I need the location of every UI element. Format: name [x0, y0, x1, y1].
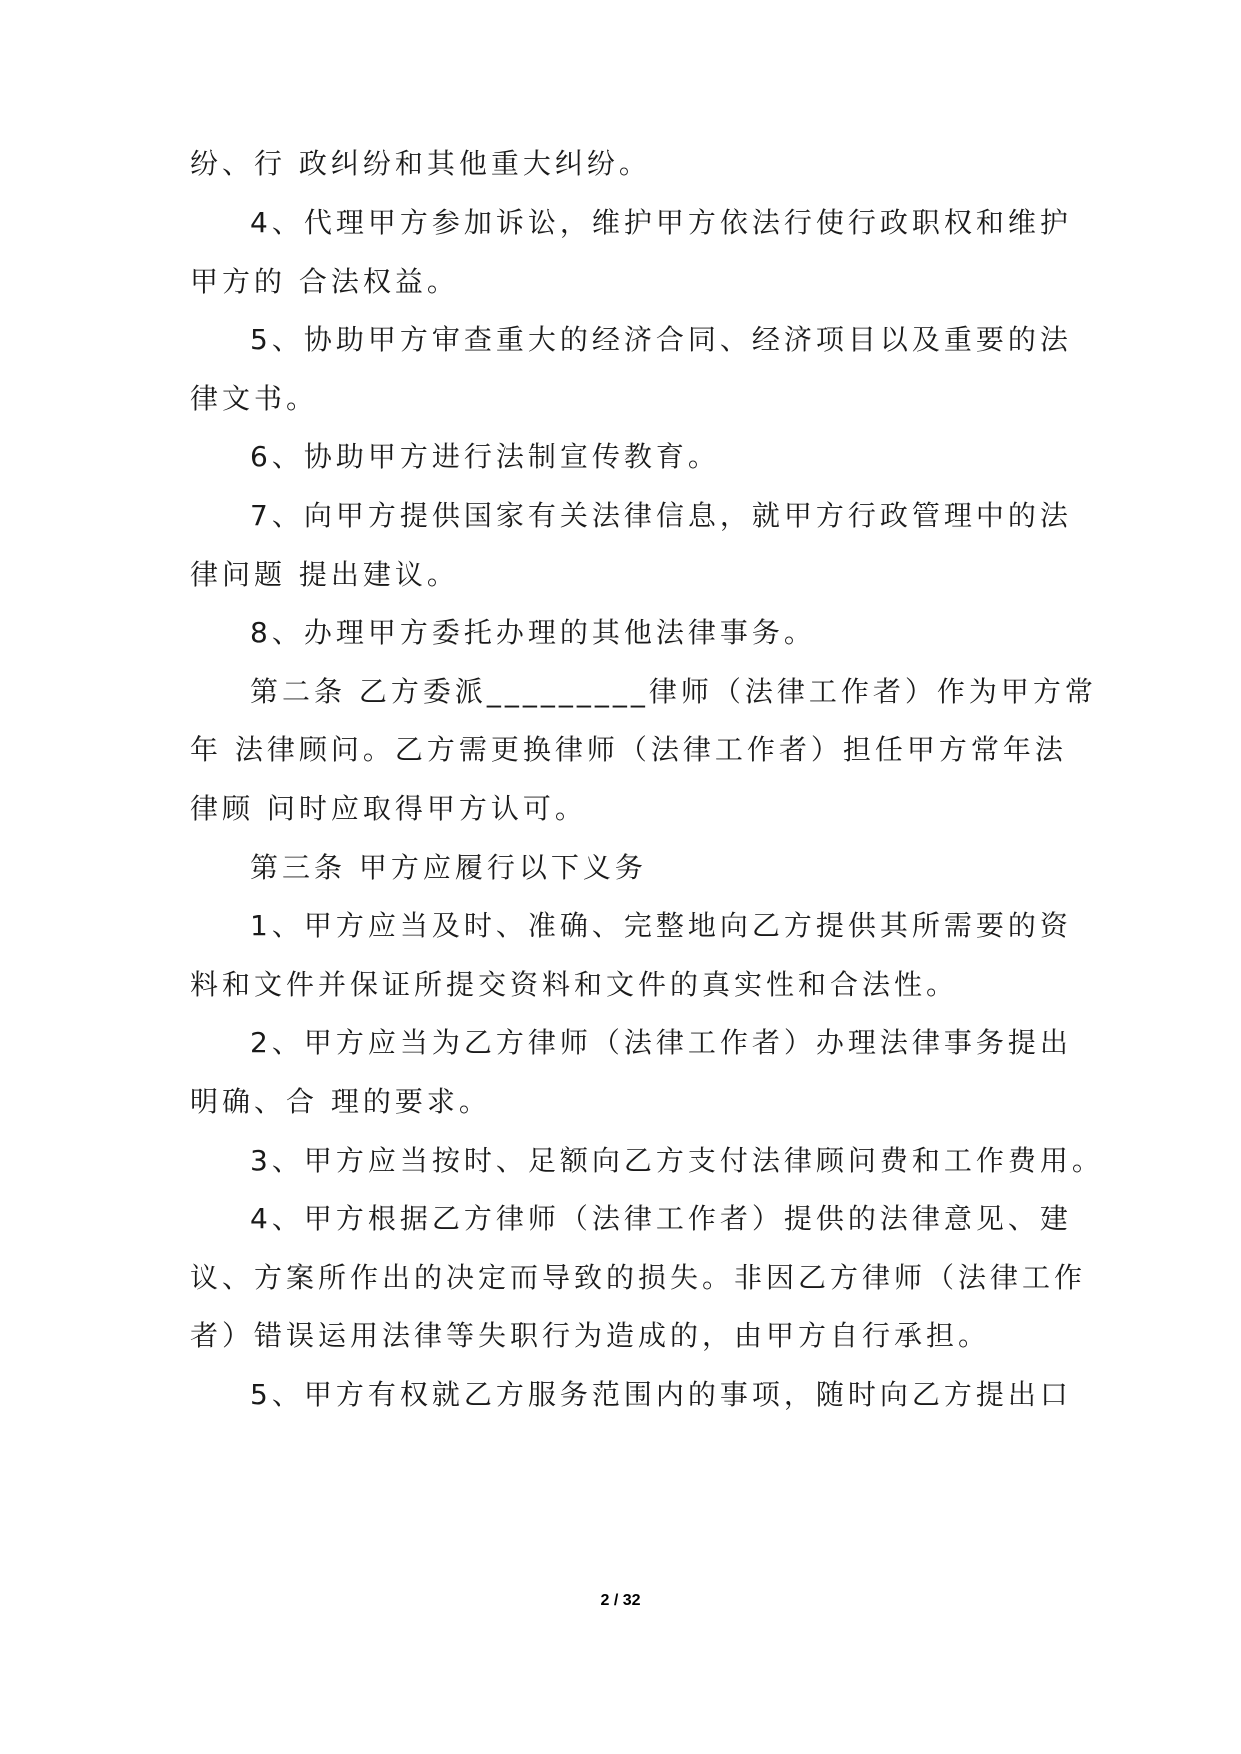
- text-line: 2、甲方应当为乙方律师（法律工作者）办理法律事务提出: [250, 1026, 1072, 1059]
- text-line: 议、方案所作出的决定而导致的损失。非因乙方律师（法律工作: [190, 1261, 1087, 1294]
- text-line: 1、甲方应当及时、准确、完整地向乙方提供其所需要的资: [250, 909, 1072, 942]
- text-line: 律顾 问时应取得甲方认可。: [190, 792, 587, 825]
- text-line: 料和文件并保证所提交资料和文件的真实性和合法性。: [190, 968, 959, 1001]
- page-number: 2 / 32: [600, 1592, 641, 1609]
- text-line: 者）错误运用法律等失职行为造成的，由甲方自行承担。: [190, 1319, 991, 1352]
- text-line: 5、甲方有权就乙方服务范围内的事项，随时向乙方提出口: [250, 1378, 1072, 1411]
- text-line: 3、甲方应当按时、足额向乙方支付法律顾问费和工作费用。: [250, 1144, 1104, 1177]
- text-line: 纷、行 政纠纷和其他重大纠纷。: [190, 147, 651, 180]
- text-line: 甲方的 合法权益。: [190, 265, 459, 298]
- text-line: 4、代理甲方参加诉讼，维护甲方依法行使行政职权和维护: [250, 206, 1072, 239]
- text-line: 5、协助甲方审查重大的经济合同、经济项目以及重要的法: [250, 323, 1072, 356]
- text-line: 律文书。: [190, 382, 319, 415]
- text-line: 年 法律顾问。乙方需更换律师（法律工作者）担任甲方常年法: [190, 733, 1067, 766]
- text-line: 律问题 提出建议。: [190, 558, 459, 591]
- text-line: 第三条 甲方应履行以下义务: [250, 851, 647, 884]
- text-line: 4、甲方根据乙方律师（法律工作者）提供的法律意见、建: [250, 1202, 1072, 1235]
- text-line: 明确、合 理的要求。: [190, 1085, 491, 1118]
- text-line: 7、向甲方提供国家有关法律信息，就甲方行政管理中的法: [250, 499, 1072, 532]
- text-line: 6、协助甲方进行法制宣传教育。: [250, 440, 720, 473]
- text-line: 8、办理甲方委托办理的其他法律事务。: [250, 616, 816, 649]
- text-line: 第二条 乙方委派_________律师（法律工作者）作为甲方常: [250, 675, 1097, 708]
